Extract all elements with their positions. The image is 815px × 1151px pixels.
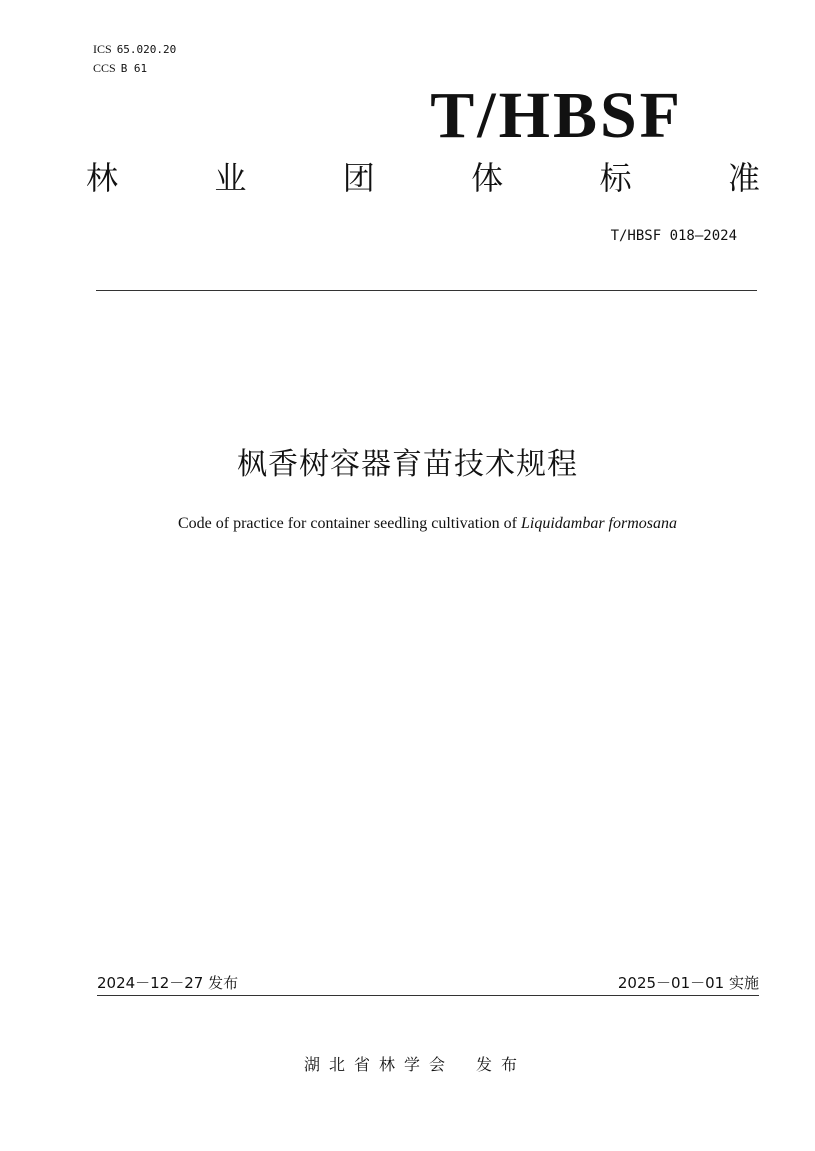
standard-number: T/HBSF 018—2024 [610, 228, 737, 244]
ccs-line [93, 59, 176, 78]
standard-type-char: 林 [86, 159, 119, 197]
standard-type-char: 业 [214, 159, 247, 197]
title-chinese: 枫香树容器育苗技术规程 [237, 447, 578, 482]
publisher-action: 发布 [476, 1055, 527, 1074]
title-english-main: Code of practice for container seedling cultivation of [177, 515, 521, 532]
standard-type-char: 标 [599, 159, 632, 197]
ccs-code: B 61 [120, 62, 148, 75]
publisher-name: 湖北省林学会 [303, 1055, 454, 1074]
standard-brand-logo: T/HBSF [430, 79, 683, 152]
standard-type-char: 体 [471, 159, 504, 197]
implementation-date: 2025－01－01 实施 [617, 974, 759, 992]
bottom-divider [97, 995, 759, 996]
issue-date: 2024－12－27 发布 [97, 974, 239, 992]
standard-type-char: 准 [727, 159, 760, 197]
title-english [0, 513, 815, 535]
standard-type-char: 团 [342, 159, 375, 197]
standard-type [86, 157, 760, 199]
ics-label: ICS [93, 42, 112, 56]
ccs-label: CCS [93, 61, 116, 75]
top-divider [96, 290, 757, 291]
title-english-species: Liquidambar formosana [520, 515, 677, 532]
publisher [0, 1054, 815, 1076]
classification-codes [93, 40, 176, 78]
ics-code: 65.020.20 [116, 43, 177, 56]
ics-line [93, 40, 176, 59]
